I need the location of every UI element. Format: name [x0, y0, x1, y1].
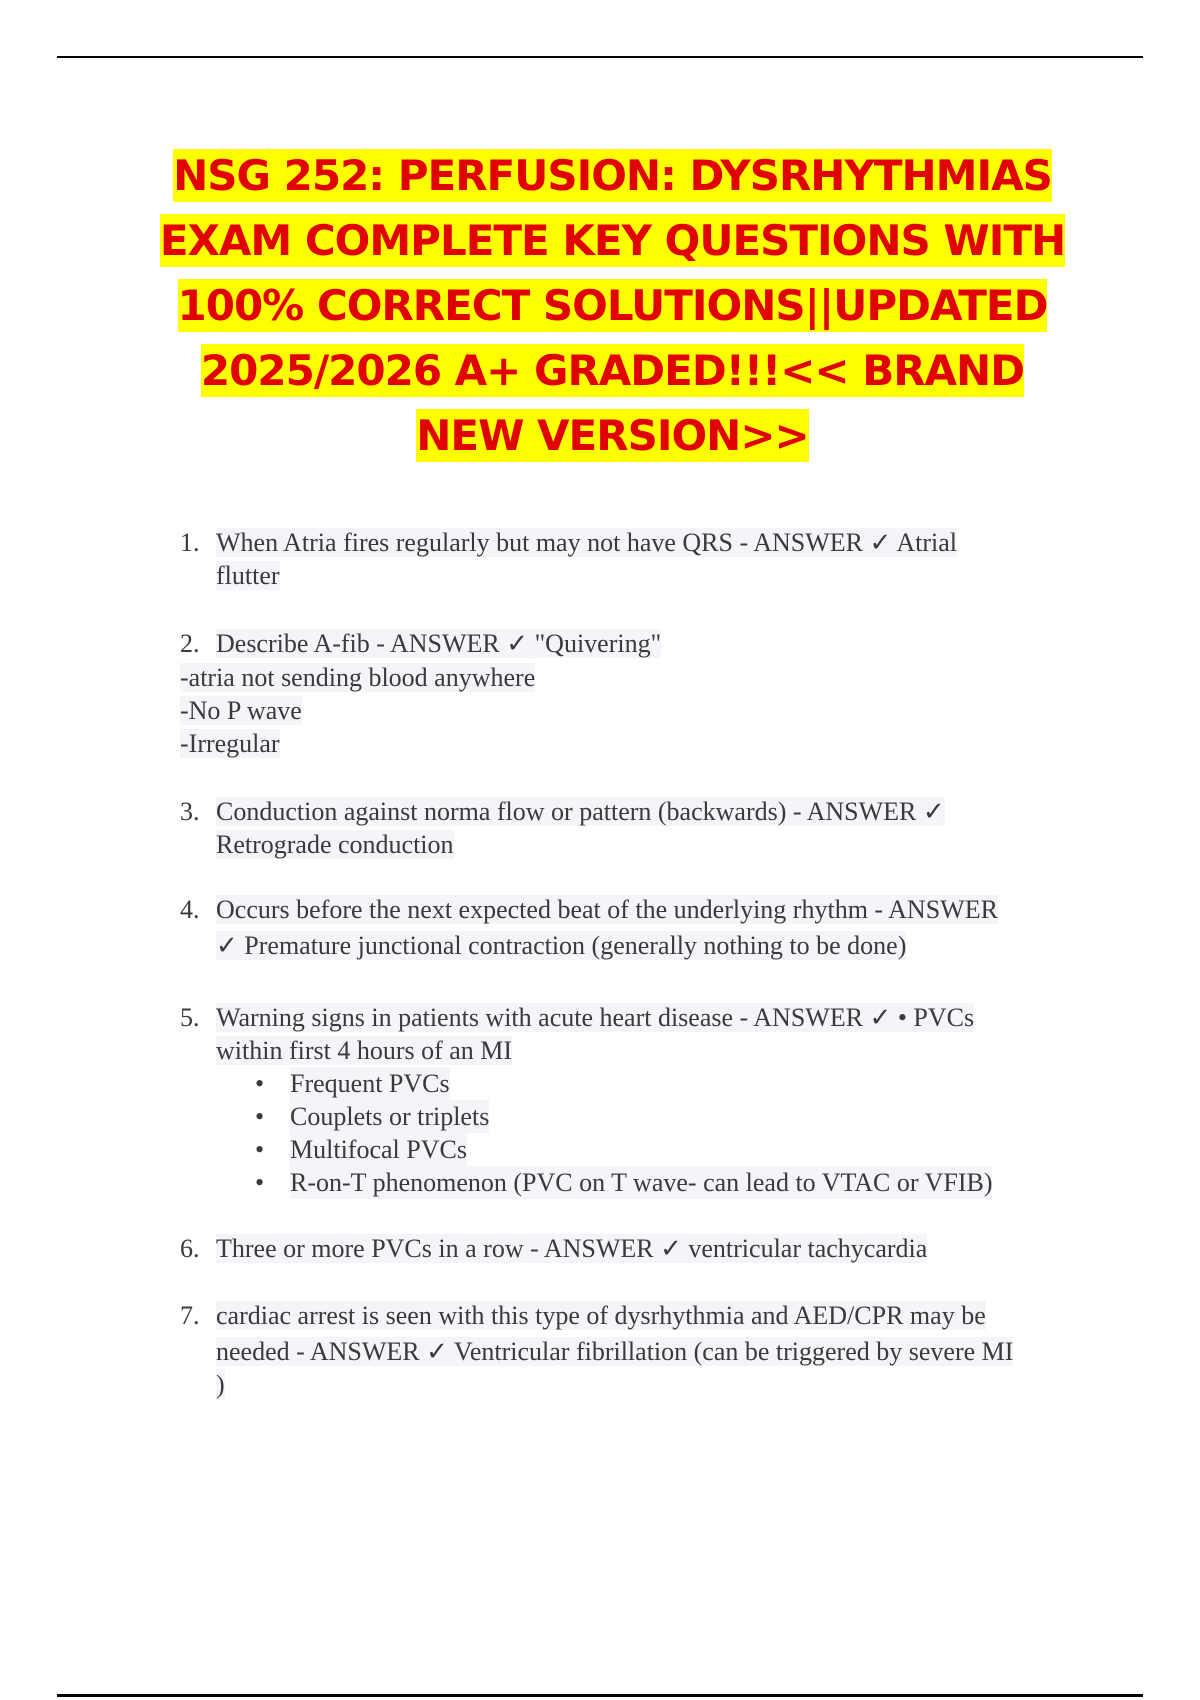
bottom-rule: [57, 1694, 1143, 1697]
document-title-text: NSG 252: PERFUSION: DYSRHYTHMIAS EXAM COMPLETE KEY QUESTIONS WITH 100% CORRECT SOLUTIONS||UPDATED 2025/2026 A+ GRADED!!!<< BRAND NEW VERSION>>: [159, 151, 1066, 460]
question-text: Conduction against norma flow or pattern (backwards) - ANSWER ✓: [216, 797, 945, 826]
detail-line: -Irregular: [180, 729, 280, 758]
question-number: 4.: [180, 895, 200, 924]
question-number: 2.: [180, 629, 200, 658]
question-number: 5.: [180, 1003, 200, 1032]
bullet-icon: •: [255, 1135, 265, 1164]
bullet-icon: •: [255, 1102, 265, 1131]
question-text: within first 4 hours of an MI: [216, 1036, 513, 1065]
question-text: Occurs before the next expected beat of the underlying rhythm - ANSWER: [216, 895, 998, 924]
question-text: Three or more PVCs in a row - ANSWER ✓ ventricular tachycardia: [216, 1234, 928, 1263]
bullet-text: R-on-T phenomenon (PVC on T wave- can lead to VTAC or VFIB): [290, 1168, 993, 1197]
question-number: 7.: [180, 1301, 200, 1330]
question-text: Retrograde conduction: [216, 830, 454, 859]
question-text: needed - ANSWER ✓ Ventricular fibrillation (can be triggered by severe MI: [216, 1337, 1014, 1366]
bullet-icon: •: [255, 1168, 265, 1197]
bullet-text: Multifocal PVCs: [290, 1135, 467, 1164]
question-text: Warning signs in patients with acute heart disease - ANSWER ✓ • PVCs: [216, 1003, 975, 1032]
bullet-text: Frequent PVCs: [290, 1069, 450, 1098]
question-number: 3.: [180, 797, 200, 826]
question-text: flutter: [216, 561, 280, 590]
question-text: ): [216, 1370, 225, 1399]
question-text: ✓ Premature junctional contraction (generally nothing to be done): [216, 931, 907, 960]
detail-line: -atria not sending blood anywhere: [180, 663, 536, 692]
bullet-text: Couplets or triplets: [290, 1102, 490, 1131]
detail-line: -No P wave: [180, 696, 302, 725]
answer-details: [180, 661, 535, 760]
bullet-icon: •: [255, 1069, 265, 1098]
question-text: cardiac arrest is seen with this type of dysrhythmia and AED/CPR may be: [216, 1301, 986, 1330]
question-text: Describe A-fib - ANSWER ✓ "Quivering": [216, 629, 662, 658]
question-text: When Atria fires regularly but may not have QRS - ANSWER ✓ Atrial: [216, 528, 957, 557]
question-number: 1.: [180, 528, 200, 557]
question-number: 6.: [180, 1234, 200, 1263]
